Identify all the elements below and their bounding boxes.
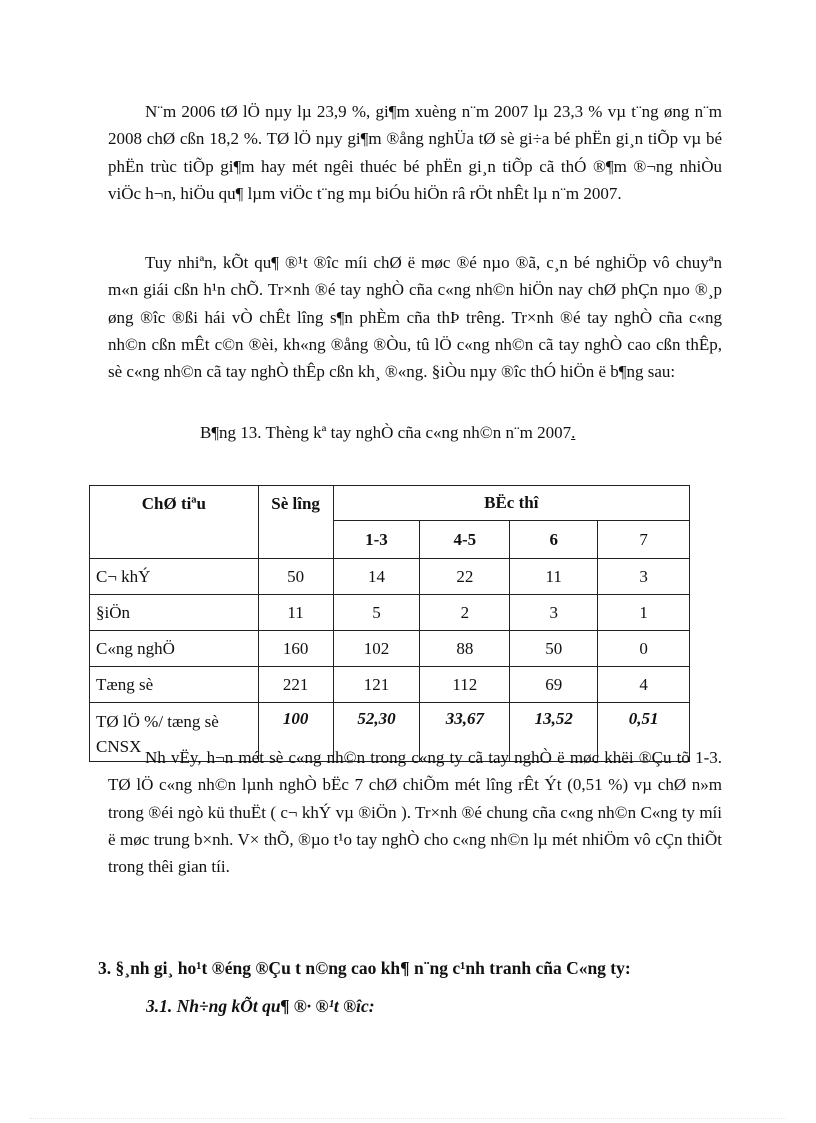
section-heading-3: 3. §¸nh gi¸ ho¹t ®éng ®Çu t n©ng cao kh¶ n¨ng c¹nh tranh cña C«ng ty: — [98, 958, 631, 978]
header-count: Sè lîng — [258, 486, 333, 559]
row-value: 11 — [510, 559, 598, 595]
paragraph-3: Nh vËy, h¬n mét sè c«ng nh©n trong c«ng ty cã tay nghÒ ë møc khëi ®Çu tõ 1-3. TØ lÖ c«ng nh©n lµnh nghÒ bËc 7 chØ chiÕm mét lîng rÊt Ýt (0,51 %) vµ chØ n»m trong ®éi ngò kü thuËt ( c¬ khÝ vµ ®iÖn ). Tr×nh ®é chung cña c«ng nh©n C«ng ty míi ë møc trung b×nh. V× thÕ, ®µo t¹o tay nghÒ cho c«ng nh©n lµ mét nhiÖm vô cÇn thiÕt trong thêi gian tíi. — [108, 748, 722, 877]
grade-header: 4-5 — [420, 521, 510, 559]
row-count: 160 — [258, 631, 333, 667]
row-value: 22 — [420, 559, 510, 595]
header-indicator: ChØ tiªu — [90, 486, 259, 559]
row-label: §iÖn — [90, 595, 259, 631]
row-value: 4 — [598, 667, 690, 703]
row-label: C¬ khÝ — [90, 559, 259, 595]
grade-header: 6 — [510, 521, 598, 559]
grade-header: 1-3 — [333, 521, 420, 559]
table-caption-dot: . — [571, 423, 576, 442]
row-value: 102 — [333, 631, 420, 667]
table-row — [90, 559, 690, 595]
row-value: 1 — [598, 595, 690, 631]
paragraph-1: N¨m 2006 tØ lÖ nµy lµ 23,9 %, gi¶m xuèng n¨m 2007 lµ 23,3 % vµ t¨ng øng n¨m 2008 chØ cßn 18,2 %. TØ lÖ nµy gi¶m ®ång nghÜa tØ sè gi÷a bé phËn gi¸n tiÕp vµ bé phËn trùc tiÕp gi¶m hay mét ngêi thuéc bé phËn gi¸n tiÕp cã thÓ ®¶m ®¬ng nhiÒu viÖc h¬n, hiÖu qu¶ lµm viÖc t¨ng mµ biÓu hiÖn râ rÖt nhÊt lµ n¨m 2007. — [108, 102, 722, 203]
row-value: 13,52 — [510, 703, 598, 762]
row-label: C«ng nghÖ — [90, 631, 259, 667]
row-label: Tæng sè — [90, 667, 259, 703]
row-value: 5 — [333, 595, 420, 631]
row-value: 33,67 — [420, 703, 510, 762]
header-grade: BËc thî — [333, 486, 689, 521]
row-count: 221 — [258, 667, 333, 703]
table-row — [90, 595, 690, 631]
row-count: 11 — [258, 595, 333, 631]
page-footer-divider — [30, 1118, 786, 1119]
table-caption — [200, 423, 680, 443]
row-count: 50 — [258, 559, 333, 595]
row-value: 69 — [510, 667, 598, 703]
paragraph-2: Tuy nhiªn, kÕt qu¶ ®¹t ®îc míi chØ ë møc ®é nµo ®ã, c¸n bé nghiÖp vô chuyªn m«n giái cßn h¹n chÕ. Tr×nh ®é tay nghÒ cña c«ng nh©n hiÖn nay chØ phÇn nµo ®¸p øng ®îc ®ßi hái vÒ chÊt lîng s¶n phÈm cña thÞ trêng. Tr×nh ®é tay nghÒ cña c«ng nh©n cßn mÊt c©n ®èi, kh«ng ®ång ®Òu, tû lÖ c«ng nh©n cã tay nghÒ cao cßn thÊp, sè c«ng nh©n cã tay nghÒ thÊp cßn kh¸ ®«ng. §iÒu nµy ®îc thÓ hiÖn ë b¶ng sau: — [108, 253, 722, 382]
row-label: TØ lÖ %/ tæng sè CNSX — [90, 703, 259, 762]
worker-skill-table — [89, 485, 690, 762]
table-caption-text: B¶ng 13. Thèng kª tay nghÒ cña c«ng nh©n n¨m 2007 — [200, 423, 572, 442]
row-value: 3 — [510, 595, 598, 631]
grade-header: 7 — [598, 521, 690, 559]
table-row — [90, 667, 690, 703]
table-row — [90, 631, 690, 667]
row-value: 0 — [598, 631, 690, 667]
row-value: 2 — [420, 595, 510, 631]
row-value: 0,51 — [598, 703, 690, 762]
row-value: 3 — [598, 559, 690, 595]
row-value: 88 — [420, 631, 510, 667]
row-value: 14 — [333, 559, 420, 595]
row-value: 50 — [510, 631, 598, 667]
row-value: 52,30 — [333, 703, 420, 762]
row-count: 100 — [258, 703, 333, 762]
row-value: 112 — [420, 667, 510, 703]
row-value: 121 — [333, 667, 420, 703]
section-heading-3-1: 3.1. Nh÷ng kÕt qu¶ ®· ®¹t ®îc: — [146, 996, 375, 1016]
